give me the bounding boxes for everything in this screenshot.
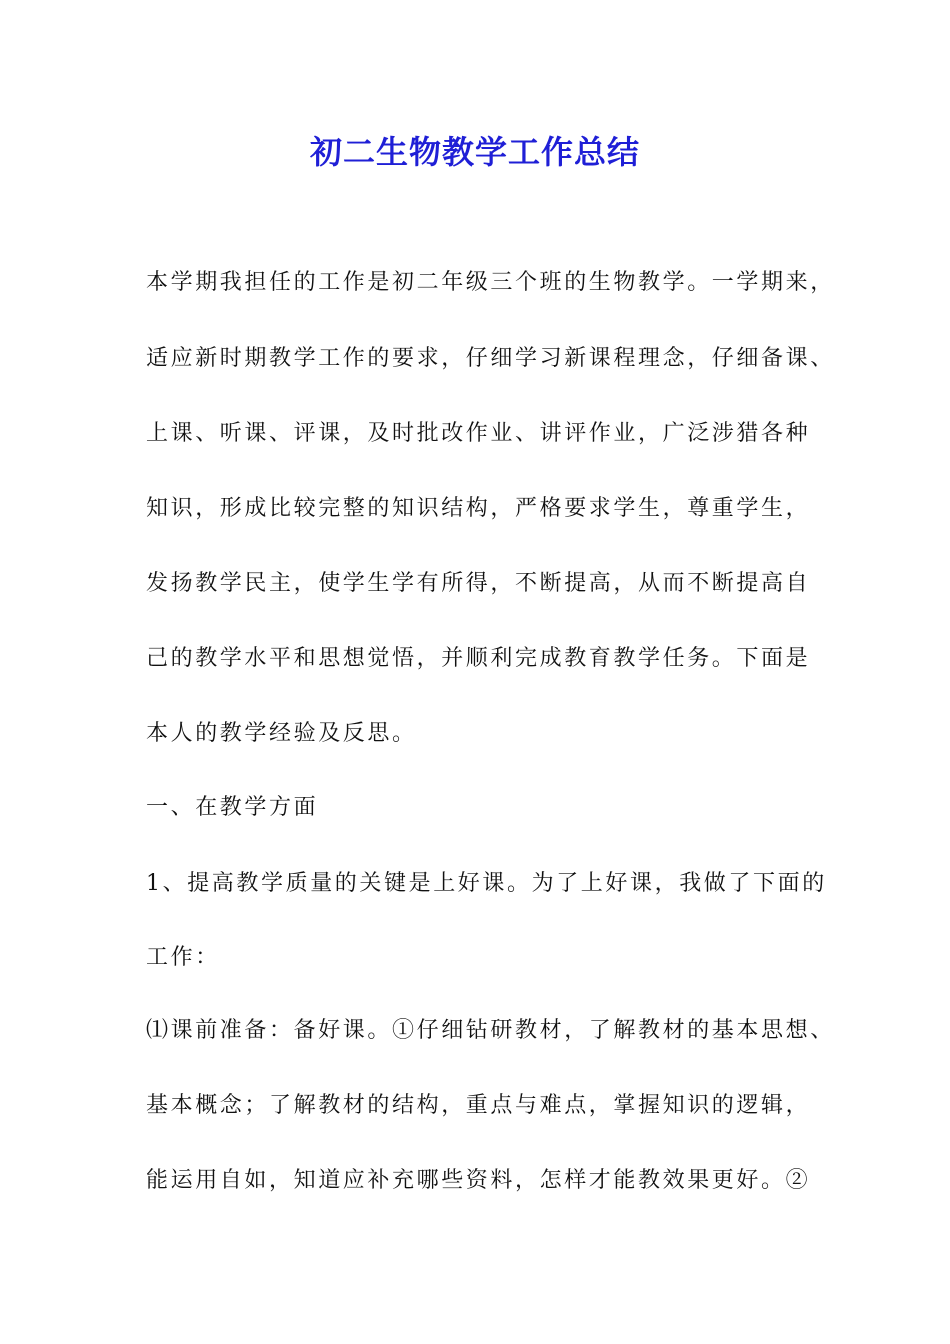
body-line-1: 本学期我担任的工作是初二年级三个班的生物教学。一学期来， bbox=[146, 270, 835, 295]
body-line-6: 己的教学水平和思想觉悟，并顺利完成教育教学任务。下面是 bbox=[146, 646, 811, 671]
body-line-4: 知识，形成比较完整的知识结构，严格要求学生，尊重学生， bbox=[146, 496, 811, 521]
document-title: 初二生物教学工作总结 bbox=[309, 133, 640, 171]
body-line-5: 发扬教学民主，使学生学有所得，不断提高，从而不断提高自 bbox=[146, 571, 811, 596]
section-heading-teaching: 一、在教学方面 bbox=[146, 795, 319, 820]
body-line-7: 本人的教学经验及反思。 bbox=[146, 721, 417, 746]
body-line-10: 工作： bbox=[146, 945, 220, 970]
body-line-2: 适应新时期教学工作的要求，仔细学习新课程理念，仔细备课、 bbox=[146, 346, 835, 371]
body-line-12: 基本概念；了解教材的结构，重点与难点，掌握知识的逻辑， bbox=[146, 1093, 811, 1118]
body-line-3: 上课、听课、评课，及时批改作业、讲评作业，广泛涉猎各种 bbox=[146, 421, 811, 446]
body-line-13: 能运用自如，知道应补充哪些资料，怎样才能教效果更好。② bbox=[146, 1168, 811, 1193]
body-line-11: ⑴课前准备：备好课。①仔细钻研教材，了解教材的基本思想、 bbox=[146, 1018, 835, 1043]
body-line-9: 1、提高教学质量的关键是上好课。为了上好课，我做了下面的 bbox=[146, 871, 827, 896]
